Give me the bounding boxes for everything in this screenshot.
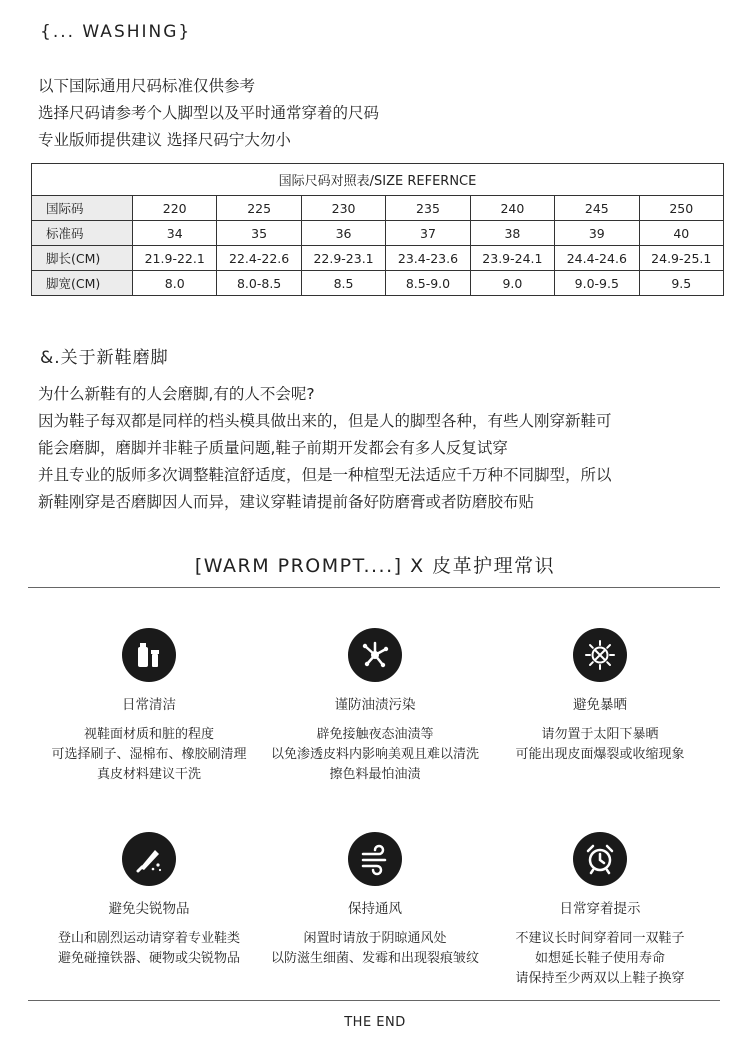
- row-label: 脚宽(CM): [32, 271, 133, 296]
- table-cell: 8.0-8.5: [217, 271, 301, 296]
- care-tip-title: 谨防油渍污染: [334, 697, 416, 713]
- the-end-label: THE END: [344, 1015, 406, 1030]
- table-cell: 38: [470, 221, 554, 246]
- sharp-blade-icon: [122, 832, 176, 886]
- care-tip-description: [252, 929, 498, 969]
- table-cell: 22.9-23.1: [301, 246, 385, 271]
- table-cell: 23.9-24.1: [470, 246, 554, 271]
- table-cell: 24.4-24.6: [555, 246, 639, 271]
- table-cell: 34: [133, 221, 217, 246]
- care-tip-title: 日常清洁: [122, 697, 176, 713]
- care-tip-title: 保持通风: [348, 901, 402, 917]
- alarm-clock-icon: [573, 832, 627, 886]
- table-cell: 225: [217, 196, 301, 221]
- size-intro: [38, 73, 379, 154]
- table-cell: 24.9-25.1: [639, 246, 723, 271]
- care-tip-daily-wear: [477, 832, 723, 989]
- care-tip-daily-cleaning: [26, 628, 272, 785]
- rubbing-explanation: [38, 381, 612, 516]
- wind-ventilation-icon: [348, 832, 402, 886]
- description-line: 可选择刷子、湿棉布、橡胶刷清理: [51, 747, 247, 762]
- care-tip-avoid-sharp: [26, 832, 272, 969]
- warm-prompt-title: [WARM PROMPT....] X 皮革护理常识: [194, 555, 556, 577]
- table-cell: 21.9-22.1: [133, 246, 217, 271]
- table-cell: 250: [639, 196, 723, 221]
- care-tip-description: [26, 725, 272, 785]
- table-cell: 40: [639, 221, 723, 246]
- table-cell: 37: [386, 221, 470, 246]
- divider: [28, 1000, 720, 1001]
- care-tip-ventilation: [252, 832, 498, 969]
- description-line: 可能出现皮面爆裂或收缩现象: [515, 747, 685, 762]
- paragraph-line: 为什么新鞋有的人会磨脚,有的人不会呢?: [38, 385, 315, 403]
- description-line: 请保持至少两双以上鞋子换穿: [515, 971, 685, 986]
- description-line: 请勿置于太阳下暴晒: [541, 727, 659, 742]
- care-tip-description: [252, 725, 498, 785]
- table-cell: 235: [386, 196, 470, 221]
- intro-line: 以下国际通用尺码标准仅供参考: [38, 77, 256, 95]
- description-line: 避免碰撞铁器、硬物或尖锐物品: [57, 951, 240, 966]
- table-cell: 8.5-9.0: [386, 271, 470, 296]
- table-cell: 245: [555, 196, 639, 221]
- intro-line: 选择尺码请参考个人脚型以及平时通常穿着的尺码: [38, 104, 380, 122]
- description-line: 视鞋面材质和脏的程度: [83, 727, 214, 742]
- description-line: 不建议长时间穿着同一双鞋子: [515, 931, 685, 946]
- washing-title: {... WASHING}: [40, 22, 192, 42]
- table-cell: 8.5: [301, 271, 385, 296]
- paragraph-line: 因为鞋子每双都是同样的档头模具做出来的，但是人的脚型各种，有些人刚穿新鞋可: [38, 412, 612, 430]
- cleaning-bottle-icon: [122, 628, 176, 682]
- care-tip-avoid-sun: [477, 628, 723, 765]
- description-line: 真皮材料建议干洗: [96, 767, 201, 782]
- table-cell: 9.5: [639, 271, 723, 296]
- size-chart-table: [31, 163, 724, 296]
- care-tip-description: [26, 929, 272, 969]
- table-cell: 230: [301, 196, 385, 221]
- table-cell: 36: [301, 221, 385, 246]
- stain-splash-icon: [348, 628, 402, 682]
- description-line: 以防滋生细菌、发霉和出现裂痕皱纹: [270, 951, 479, 966]
- description-line: 辟免接触夜态油渍等: [316, 727, 434, 742]
- row-label: 脚长(CM): [32, 246, 133, 271]
- description-line: 闲置时请放于阴晾通风处: [303, 931, 447, 946]
- intro-line: 专业版师提供建议 选择尺码宁大勿小: [38, 131, 291, 149]
- care-tip-description: [477, 725, 723, 765]
- description-line: 擦色料最怕油渍: [329, 767, 421, 782]
- rubbing-title: &.关于新鞋磨脚: [40, 348, 169, 368]
- table-cell: 9.0: [470, 271, 554, 296]
- paragraph-line: 新鞋刚穿是否磨脚因人而异，建议穿鞋请提前备好防磨膏或者防磨胶布贴: [38, 493, 535, 511]
- description-line: 如想延长鞋子使用寿命: [534, 951, 665, 966]
- size-chart-caption: 国际尺码对照表/SIZE REFERNCE: [32, 164, 724, 196]
- table-row: [32, 196, 724, 221]
- table-cell: 23.4-23.6: [386, 246, 470, 271]
- table-cell: 8.0: [133, 271, 217, 296]
- care-tip-title: 避免暴晒: [573, 697, 627, 713]
- divider: [28, 587, 720, 588]
- description-line: 登山和剧烈运动请穿着专业鞋类: [57, 931, 240, 946]
- table-cell: 220: [133, 196, 217, 221]
- care-tip-description: [477, 929, 723, 989]
- table-row: [32, 221, 724, 246]
- care-tip-title: 日常穿着提示: [559, 901, 641, 917]
- row-label: 国际码: [32, 196, 133, 221]
- care-tip-title: 避免尖锐物品: [108, 901, 190, 917]
- table-cell: 35: [217, 221, 301, 246]
- paragraph-line: 并且专业的版师多次调整鞋渲舒适度，但是一种楦型无法适应千万种不同脚型，所以: [38, 466, 612, 484]
- table-row: [32, 271, 724, 296]
- row-label: 标准码: [32, 221, 133, 246]
- table-row: [32, 246, 724, 271]
- description-line: 以免渗透皮料内影响美观且难以清洗: [270, 747, 479, 762]
- paragraph-line: 能会磨脚，磨脚并非鞋子质量问题,鞋子前期开发都会有多人反复试穿: [38, 439, 508, 457]
- sun-crossed-icon: [573, 628, 627, 682]
- table-cell: 240: [470, 196, 554, 221]
- table-cell: 39: [555, 221, 639, 246]
- table-cell: 22.4-22.6: [217, 246, 301, 271]
- care-tip-oil-stain: [252, 628, 498, 785]
- table-cell: 9.0-9.5: [555, 271, 639, 296]
